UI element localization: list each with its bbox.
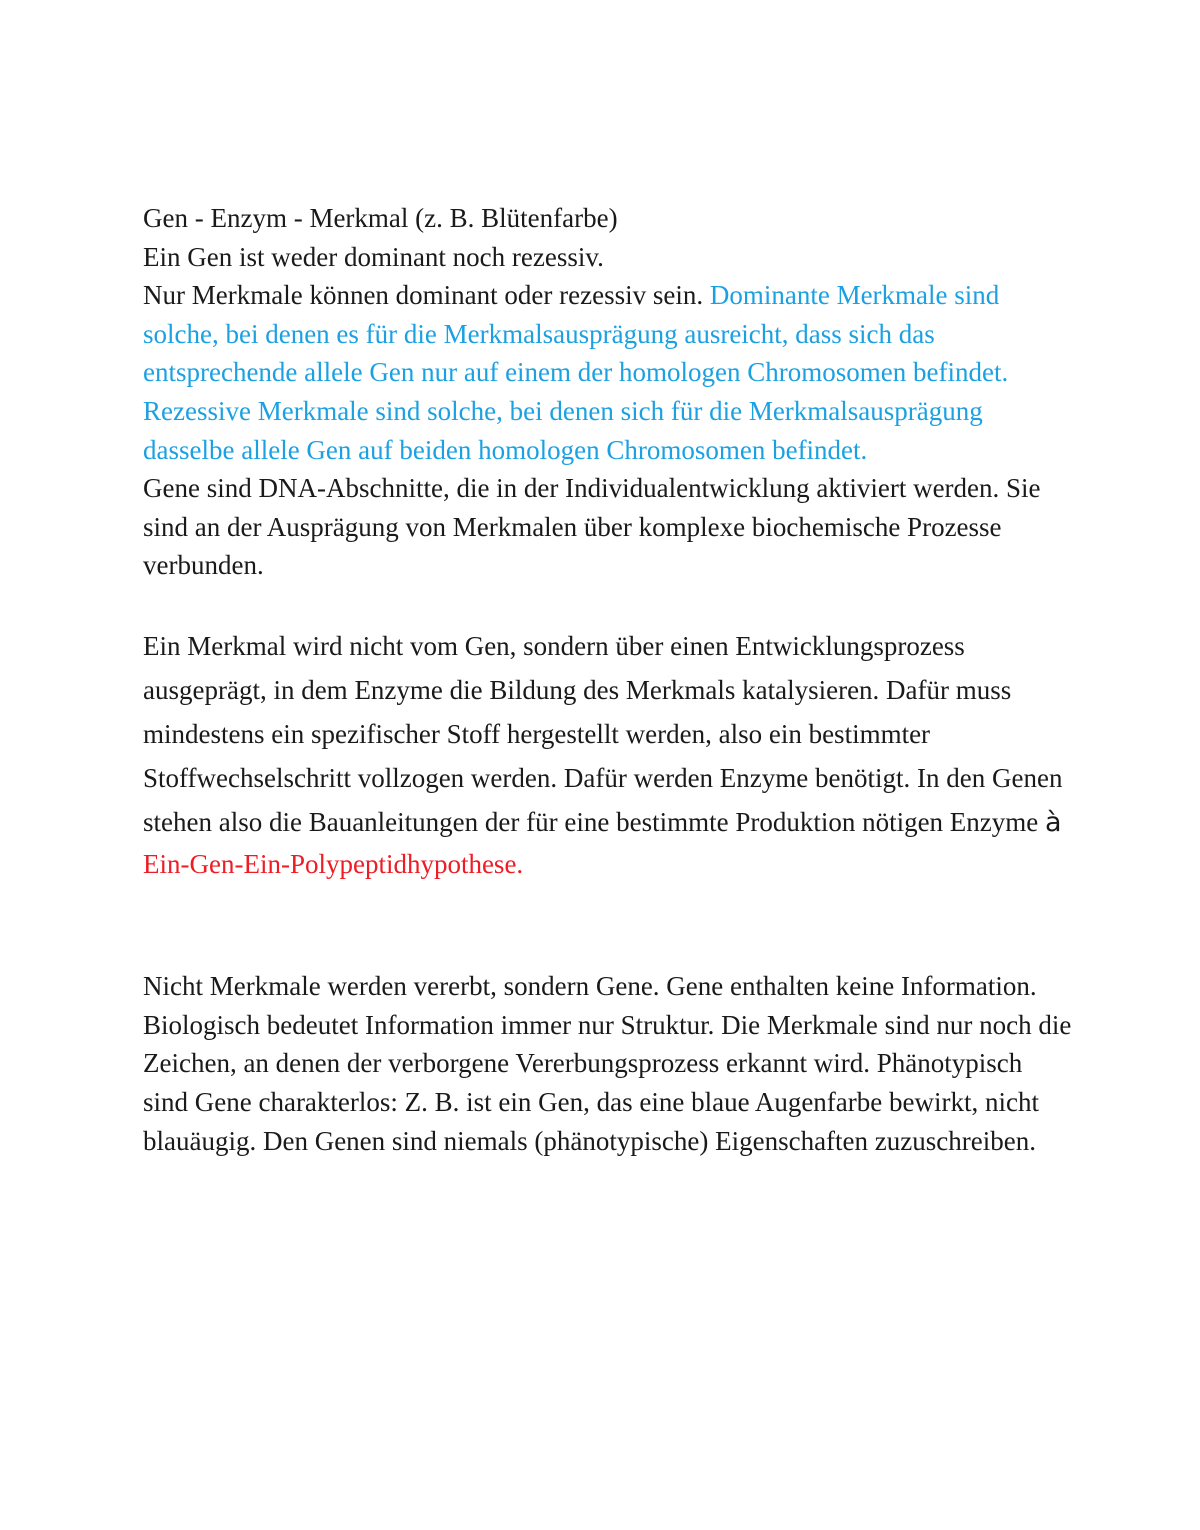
dominance-paragraph — [143, 276, 1073, 469]
document-body — [143, 199, 1073, 1160]
gene-neutral-statement: Ein Gen ist weder dominant noch rezessiv. — [143, 241, 604, 272]
trait-development-text: Ein Merkmal wird nicht vom Gen, sondern über einen Entwicklungsprozess ausgeprägt, in dem Enzyme die Bildung des Merkmals katalysieren. Dafür muss mindestens ein spezifischer Stoff hergestellt werden, also ein bestimmter Stoffwechselschritt vollzogen werden. Dafür werden Enzyme benötigt. In den Genen stehen also die Bauanleitungen der für eine bestimmte Produktion nötigen Enzyme — [143, 630, 1063, 837]
inheritance-paragraph: Nicht Merkmale werden vererbt, sondern Gene. Gene enthalten keine Information. Biologisch bedeutet Information immer nur Struktur. Die Merkmale sind nur noch die Zeichen, an denen der verborgene Vererbungsprozess erkannt wird. Phänotypisch sind Gene charakterlos: Z. B. ist ein Gen, das eine blaue Augenfarbe bewirkt, nicht blauäugig. Den Genen sind niemals (phänotypische) Eigenschaften zuzuschreiben. — [143, 971, 1072, 1156]
trait-development-paragraph — [143, 624, 1073, 845]
document-heading: Gen - Enzym - Merkmal (z. B. Blütenfarbe) — [143, 203, 618, 233]
dominance-intro-text: Nur Merkmale können dominant oder rezessiv sein. — [143, 280, 704, 311]
paragraph-spacer — [143, 883, 1073, 967]
gene-definition-paragraph: Gene sind DNA-Abschnitte, die in der Individualentwicklung aktiviert werden. Sie sind an der Ausprägung von Merkmalen über komplexe biochemische Prozesse verbunden. — [143, 473, 1041, 581]
hypothesis-text: Ein-Gen-Ein-Polypeptidhypothese. — [143, 848, 524, 879]
arrow-symbol: à — [1045, 806, 1062, 838]
paragraph-spacer — [143, 585, 1073, 624]
dominance-definition-text: Dominante Merkmale sind solche, bei denen es für die Merkmalsausprägung ausreicht, dass sich das entsprechende allele Gen nur auf einem der homologen Chromosomen befindet. Rezessive Merkmale sind solche, bei denen sich für die Merkmalsausprägung dasselbe allele Gen auf beiden homologen Chromosomen befindet. — [143, 280, 1009, 465]
